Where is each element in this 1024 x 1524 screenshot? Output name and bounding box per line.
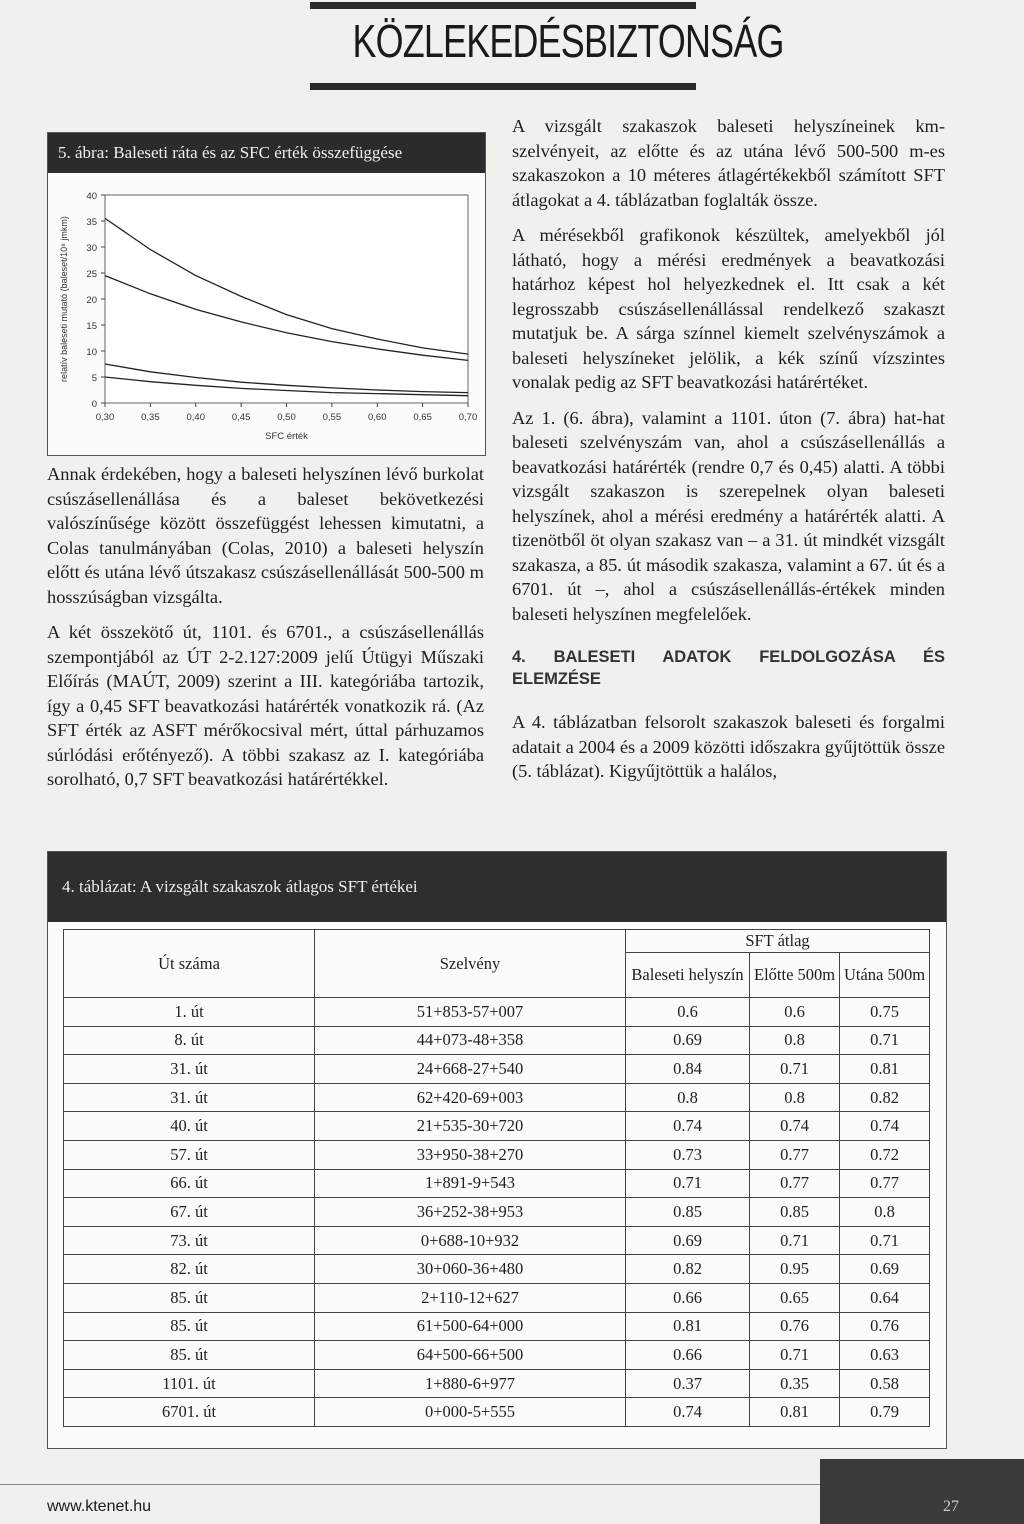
cell-before: 0.81	[750, 1398, 840, 1427]
table-row	[64, 998, 930, 1027]
cell-accident: 0.84	[626, 1055, 750, 1084]
cell-section: 33+950-38+270	[315, 1140, 626, 1169]
cell-road: 8. út	[64, 1026, 315, 1055]
cell-after: 0.58	[840, 1369, 930, 1398]
y-tick-label: 35	[86, 217, 97, 228]
cell-section: 30+060-36+480	[315, 1255, 626, 1284]
cell-road: 82. út	[64, 1255, 315, 1284]
y-tick-label: 30	[86, 243, 97, 254]
cell-road: 67. út	[64, 1198, 315, 1227]
plot-area	[105, 195, 468, 403]
cell-section: 21+535-30+720	[315, 1112, 626, 1141]
right-column	[512, 114, 945, 795]
table-row	[64, 1026, 930, 1055]
cell-accident: 0.69	[626, 1226, 750, 1255]
cell-after: 0.74	[840, 1112, 930, 1141]
paragraph: Az 1. (6. ábra), valamint a 1101. úton (7. ábra) hat-hat baleseti szelvényszám van, ahol a csúszásellenállás a beavatkozási határérték (rendre 0,7 és 0,45) alatti. A többi vizsgált szakaszon is szerepelnek olyan baleseti helyszínek, ahol a mérési eredmény a határérték alatti. A tizenötből öt olyan szakasz van – a 31. út mindkét vizsgált szakasza, a 85. út második szakasza, valamint a 67. út és a 6701. út –, ahol a csúszásellenállás-értékek minden baleseti helyszínen megfelelőek.	[512, 407, 945, 624]
x-axis-label: SFC érték	[265, 431, 308, 442]
sft-table	[63, 929, 930, 1427]
table-row	[64, 1369, 930, 1398]
table-row	[64, 1055, 930, 1084]
cell-road: 1101. út	[64, 1369, 315, 1398]
table-row	[64, 1140, 930, 1169]
paragraph: A 4. táblázatban felsorolt szakaszok baleseti és forgalmi adatait a 2004 és a 2009 közötti időszakra gyűjtöttük össze (5. táblázat). Kigyűjtöttük a halálos,	[512, 712, 945, 781]
cell-road: 6701. út	[64, 1398, 315, 1427]
table-row	[64, 1198, 930, 1227]
cell-after: 0.71	[840, 1026, 930, 1055]
header-sft-group: SFT átlag	[626, 930, 930, 953]
cell-road: 40. út	[64, 1112, 315, 1141]
figure-5	[47, 132, 486, 456]
cell-after: 0.77	[840, 1169, 930, 1198]
table-row	[64, 1255, 930, 1284]
cell-accident: 0.69	[626, 1026, 750, 1055]
y-tick-label: 20	[86, 295, 97, 306]
cell-after: 0.81	[840, 1055, 930, 1084]
cell-road: 31. út	[64, 1055, 315, 1084]
section-heading: 4. BALESETI ADATOK FELDOLGOZÁSA ÉS ELEMZÉSE	[512, 648, 945, 688]
header-bottom-rule	[310, 83, 696, 90]
figure-caption: 5. ábra: Baleseti ráta és az SFC érték összefüggése	[48, 133, 485, 173]
cell-accident: 0.73	[626, 1140, 750, 1169]
cell-road: 85. út	[64, 1312, 315, 1341]
cell-accident: 0.8	[626, 1083, 750, 1112]
cell-after: 0.75	[840, 998, 930, 1027]
cell-road: 57. út	[64, 1140, 315, 1169]
cell-accident: 0.66	[626, 1341, 750, 1370]
cell-before: 0.77	[750, 1140, 840, 1169]
x-tick-label: 0,60	[368, 412, 387, 423]
cell-accident: 0.81	[626, 1312, 750, 1341]
cell-accident: 0.71	[626, 1169, 750, 1198]
cell-section: 1+880-6+977	[315, 1369, 626, 1398]
cell-before: 0.77	[750, 1169, 840, 1198]
cell-after: 0.82	[840, 1083, 930, 1112]
table-4	[47, 851, 947, 1449]
cell-before: 0.85	[750, 1198, 840, 1227]
cell-road: 73. út	[64, 1226, 315, 1255]
y-tick-label: 5	[91, 373, 97, 384]
y-axis-label: relatív baleseti mutató (baleset/10⁸ jmkm)	[59, 216, 69, 382]
header-top-rule	[310, 2, 696, 9]
cell-before: 0.8	[750, 1083, 840, 1112]
cell-section: 61+500-64+000	[315, 1312, 626, 1341]
paragraph: Annak érdekében, hogy a baleseti helyszínen lévő burkolat csúszásellenállása és a baleset bekövetkezési valószínűsége között összefüggést lehessen kimutatni, a Colas tanulmányában (Colas, 2010) a baleseti helyszín előtt és utána lévő útszakasz csúszásellenállását 500-500 m hosszúságban vizsgálta.	[47, 464, 484, 607]
table-body	[64, 998, 930, 1427]
header-road: Út száma	[64, 930, 315, 998]
x-tick-label: 0,45	[231, 412, 251, 423]
cell-section: 51+853-57+007	[315, 998, 626, 1027]
left-column	[47, 462, 484, 803]
x-tick-label: 0,30	[95, 412, 115, 423]
cell-section: 44+073-48+358	[315, 1026, 626, 1055]
cell-after: 0.64	[840, 1283, 930, 1312]
cell-section: 36+252-38+953	[315, 1198, 626, 1227]
paragraph: A vizsgált szakaszok baleseti helyszíneinek km-szelvényeit, az előtte és az utána lévő 500-500 m-es szakaszokon a 10 méteres átlagértékekből számított SFT átlagokat a 4. táblázatban foglalták össze.	[512, 116, 945, 210]
paragraph: A két összekötő út, 1101. és 6701., a csúszásellenállás szempontjából az ÚT 2-2.127:2009 jelű Útügyi Műszaki Előírás (MAÚT, 2009) szerint a III. kategóriába tartozik, így a 0,45 SFT beavatkozási határérték vonatkozik rá. (Az SFT érték az ASFT mérőkocsival mért, úttal párhuzamos súrlódási erőtényező). A többi szakasz az I. kategóriába sorolható, 0,7 SFT beavatkozási határértékkel.	[47, 622, 484, 789]
cell-section: 64+500-66+500	[315, 1341, 626, 1370]
cell-before: 0.65	[750, 1283, 840, 1312]
cell-before: 0.74	[750, 1112, 840, 1141]
cell-before: 0.6	[750, 998, 840, 1027]
cell-after: 0.72	[840, 1140, 930, 1169]
x-tick-label: 0,65	[413, 412, 432, 423]
y-tick-label: 40	[86, 191, 97, 202]
cell-accident: 0.74	[626, 1398, 750, 1427]
cell-after: 0.71	[840, 1226, 930, 1255]
table-row	[64, 1112, 930, 1141]
table-row	[64, 1083, 930, 1112]
y-tick-label: 15	[86, 321, 97, 332]
x-tick-label: 0,50	[277, 412, 296, 423]
cell-before: 0.95	[750, 1255, 840, 1284]
table-row	[64, 1169, 930, 1198]
cell-road: 66. út	[64, 1169, 315, 1198]
page-number-box	[820, 1459, 1024, 1524]
y-tick-label: 25	[86, 269, 97, 280]
cell-accident: 0.37	[626, 1369, 750, 1398]
cell-before: 0.76	[750, 1312, 840, 1341]
page-header	[310, 0, 784, 92]
header-title: KÖZLEKEDÉSBIZTONSÁG	[352, 15, 784, 67]
cell-accident: 0.6	[626, 998, 750, 1027]
paragraph: A mérésekből grafikonok készültek, amelyekből jól látható, hogy a mérési eredmények a beavatkozási határhoz képest hol helyezkednek el. Itt csak a két legrosszabb csúszásellenállással rendelkező szakaszt mutatjuk be. A sárga színnel kiemelt szelvényszámok a baleseti helyszíneket jelölik, a kék színű vízszintes vonalak pedig az SFT beavatkozási határértéket.	[512, 225, 945, 392]
cell-accident: 0.74	[626, 1112, 750, 1141]
x-tick-label: 0,35	[141, 412, 160, 423]
header-section: Szelvény	[315, 930, 626, 998]
page-number: 27	[943, 1498, 959, 1515]
x-tick-label: 0,70	[458, 412, 478, 423]
cell-after: 0.63	[840, 1341, 930, 1370]
cell-before: 0.35	[750, 1369, 840, 1398]
sfc-chart	[48, 173, 485, 455]
cell-after: 0.76	[840, 1312, 930, 1341]
y-tick-label: 10	[86, 347, 97, 358]
cell-road: 85. út	[64, 1283, 315, 1312]
table-row	[64, 1341, 930, 1370]
cell-section: 62+420-69+003	[315, 1083, 626, 1112]
cell-after: 0.79	[840, 1398, 930, 1427]
x-tick-label: 0,40	[186, 412, 205, 423]
cell-after: 0.8	[840, 1198, 930, 1227]
footer-url[interactable]: www.ktenet.hu	[47, 1498, 152, 1515]
cell-accident: 0.85	[626, 1198, 750, 1227]
table-row	[64, 1312, 930, 1341]
cell-section: 2+110-12+627	[315, 1283, 626, 1312]
cell-section: 24+668-27+540	[315, 1055, 626, 1084]
header-after: Utána 500m	[840, 953, 930, 998]
cell-road: 85. út	[64, 1341, 315, 1370]
y-tick-label: 0	[91, 399, 97, 410]
cell-section: 0+688-10+932	[315, 1226, 626, 1255]
cell-road: 1. út	[64, 998, 315, 1027]
header-accident: Baleseti helyszín	[626, 953, 750, 998]
cell-road: 31. út	[64, 1083, 315, 1112]
table-row	[64, 1398, 930, 1427]
cell-before: 0.71	[750, 1341, 840, 1370]
cell-section: 0+000-5+555	[315, 1398, 626, 1427]
cell-before: 0.8	[750, 1026, 840, 1055]
cell-accident: 0.66	[626, 1283, 750, 1312]
cell-after: 0.69	[840, 1255, 930, 1284]
cell-before: 0.71	[750, 1226, 840, 1255]
cell-before: 0.71	[750, 1055, 840, 1084]
table-row	[64, 1283, 930, 1312]
table-caption: 4. táblázat: A vizsgált szakaszok átlagos SFT értékei	[48, 852, 946, 922]
header-before: Előtte 500m	[750, 953, 840, 998]
footer-rule	[0, 1484, 820, 1485]
x-tick-label: 0,55	[322, 412, 342, 423]
table-row	[64, 1226, 930, 1255]
cell-section: 1+891-9+543	[315, 1169, 626, 1198]
cell-accident: 0.82	[626, 1255, 750, 1284]
